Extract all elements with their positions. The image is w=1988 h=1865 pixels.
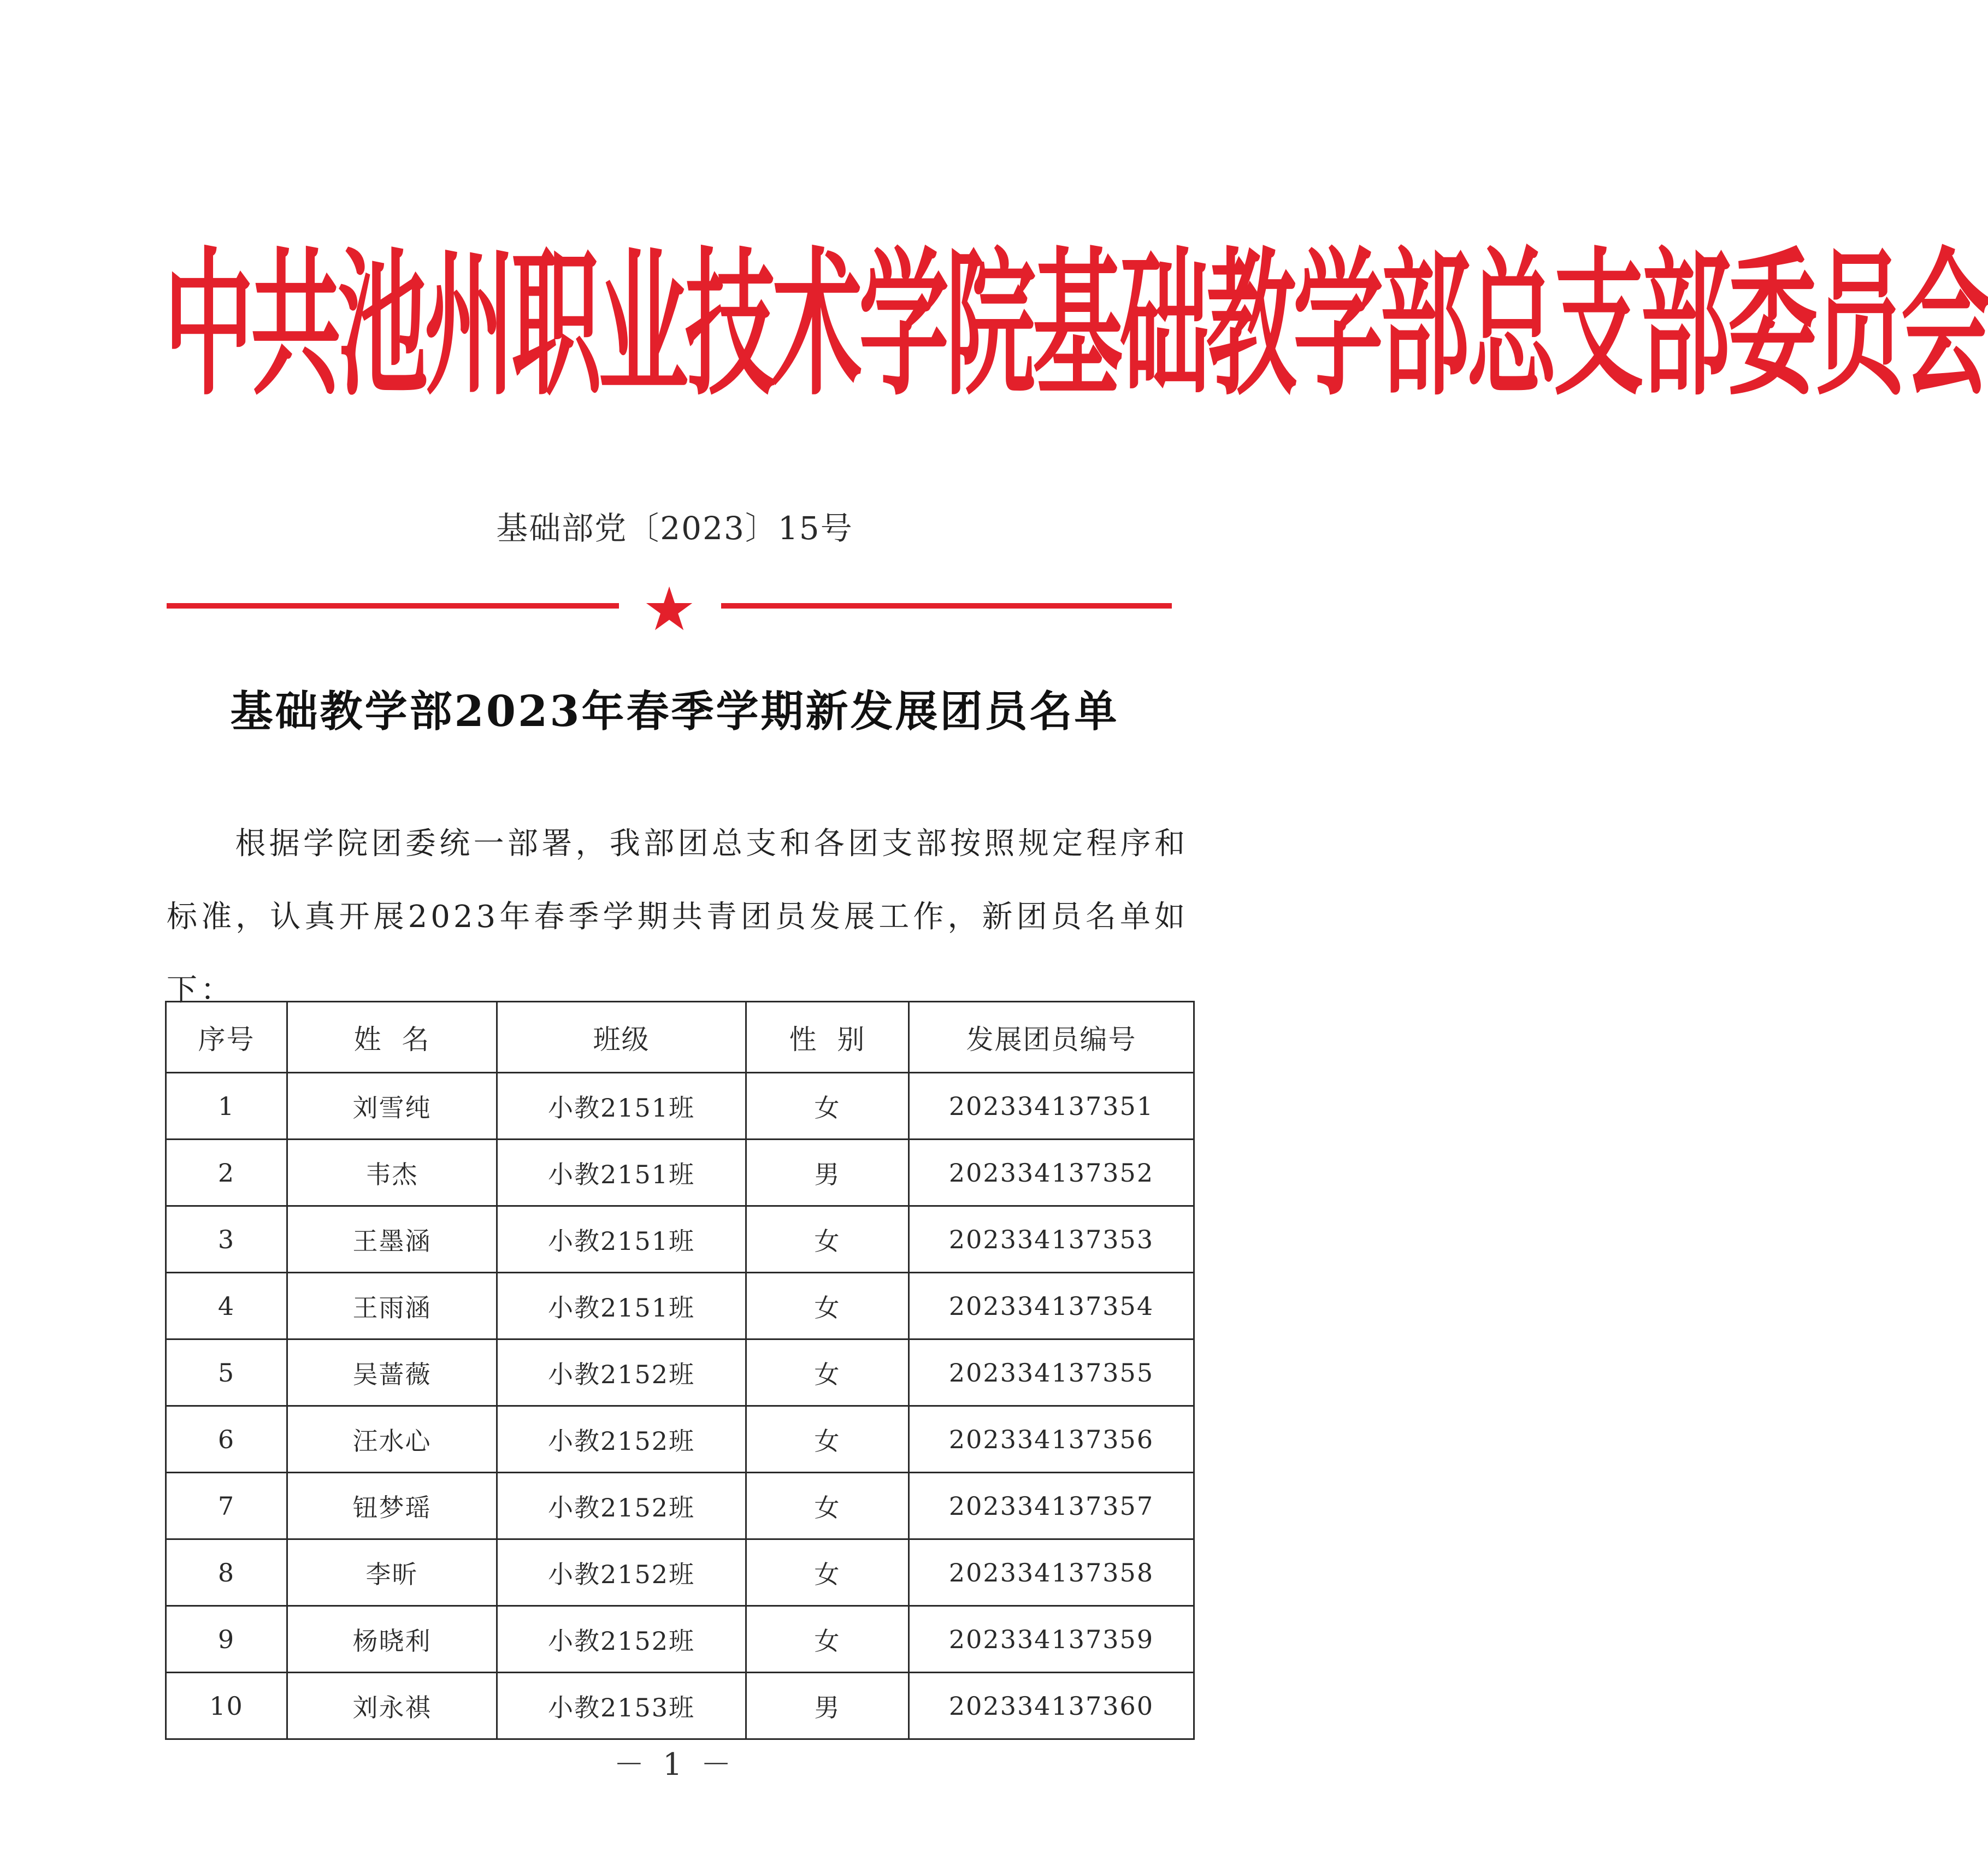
page-number: － 1 － [613, 1747, 736, 1783]
cell-number: 4 [166, 1273, 287, 1339]
intro-paragraph [167, 807, 1188, 1027]
cell-class: 小教2152班 [497, 1606, 746, 1673]
table-row [166, 1073, 1194, 1140]
cell-class: 小教2152班 [497, 1406, 746, 1473]
cell-class: 小教2151班 [497, 1206, 746, 1273]
issuing-organization-header: 中共池州职业技术学院基础教学部总支部委员会 [164, 233, 1988, 417]
cell-class: 小教2152班 [497, 1473, 746, 1539]
new-member-table [165, 1001, 1195, 1740]
cell-number: 2 [166, 1140, 287, 1206]
cell-gender: 女 [746, 1206, 909, 1273]
red-divider-left [167, 603, 619, 609]
cell-number: 5 [166, 1339, 287, 1406]
cell-gender: 女 [746, 1406, 909, 1473]
cell-member-id: 202334137355 [909, 1339, 1194, 1406]
table-row [166, 1606, 1194, 1673]
cell-gender: 男 [746, 1673, 909, 1739]
cell-member-id: 202334137354 [909, 1273, 1194, 1339]
cell-gender: 女 [746, 1273, 909, 1339]
red-divider-right [721, 603, 1172, 609]
cell-gender: 女 [746, 1606, 909, 1673]
cell-gender: 男 [746, 1140, 909, 1206]
column-header-member-id: 发展团员编号 [909, 1002, 1194, 1073]
table-row [166, 1206, 1194, 1273]
red-star-icon: ★ [642, 574, 697, 644]
cell-member-id: 202334137356 [909, 1406, 1194, 1473]
cell-name: 吴蔷薇 [287, 1339, 497, 1406]
document-title: 基础教学部2023年春季学期新发展团员名单 [230, 687, 1119, 736]
intro-text: 根据学院团委统一部署，我部团总支和各团支部按照规定程序和标准，认真开展2023年春季学期共青团员发展工作，新团员名单如下： [167, 826, 1188, 1008]
cell-number: 6 [166, 1406, 287, 1473]
cell-gender: 女 [746, 1539, 909, 1606]
cell-name: 韦杰 [287, 1140, 497, 1206]
cell-number: 10 [166, 1673, 287, 1739]
cell-number: 1 [166, 1073, 287, 1140]
column-header-class: 班级 [497, 1002, 746, 1073]
cell-name: 王墨涵 [287, 1206, 497, 1273]
cell-number: 3 [166, 1206, 287, 1273]
column-header-number: 序号 [166, 1002, 287, 1073]
table-row [166, 1406, 1194, 1473]
table-row [166, 1539, 1194, 1606]
cell-member-id: 202334137353 [909, 1206, 1194, 1273]
table-header-row [166, 1002, 1194, 1073]
cell-number: 8 [166, 1539, 287, 1606]
cell-member-id: 202334137358 [909, 1539, 1194, 1606]
cell-number: 7 [166, 1473, 287, 1539]
cell-member-id: 202334137357 [909, 1473, 1194, 1539]
column-header-gender: 性 别 [746, 1002, 909, 1073]
cell-name: 王雨涵 [287, 1273, 497, 1339]
cell-member-id: 202334137351 [909, 1073, 1194, 1140]
cell-class: 小教2152班 [497, 1539, 746, 1606]
cell-class: 小教2151班 [497, 1073, 746, 1140]
cell-name: 杨晓利 [287, 1606, 497, 1673]
cell-gender: 女 [746, 1073, 909, 1140]
cell-name: 刘雪纯 [287, 1073, 497, 1140]
cell-class: 小教2151班 [497, 1273, 746, 1339]
cell-gender: 女 [746, 1473, 909, 1539]
cell-class: 小教2153班 [497, 1673, 746, 1739]
cell-name: 刘永祺 [287, 1673, 497, 1739]
cell-gender: 女 [746, 1339, 909, 1406]
cell-member-id: 202334137352 [909, 1140, 1194, 1206]
cell-member-id: 202334137359 [909, 1606, 1194, 1673]
cell-name: 钮梦瑶 [287, 1473, 497, 1539]
cell-number: 9 [166, 1606, 287, 1673]
cell-name: 汪水心 [287, 1406, 497, 1473]
cell-member-id: 202334137360 [909, 1673, 1194, 1739]
table-row [166, 1273, 1194, 1339]
cell-class: 小教2151班 [497, 1140, 746, 1206]
table-row [166, 1673, 1194, 1739]
table-row [166, 1473, 1194, 1539]
document-number: 基础部党〔2023〕15号 [496, 510, 853, 547]
table-row [166, 1140, 1194, 1206]
cell-class: 小教2152班 [497, 1339, 746, 1406]
column-header-name: 姓 名 [287, 1002, 497, 1073]
cell-name: 李昕 [287, 1539, 497, 1606]
table-row [166, 1339, 1194, 1406]
